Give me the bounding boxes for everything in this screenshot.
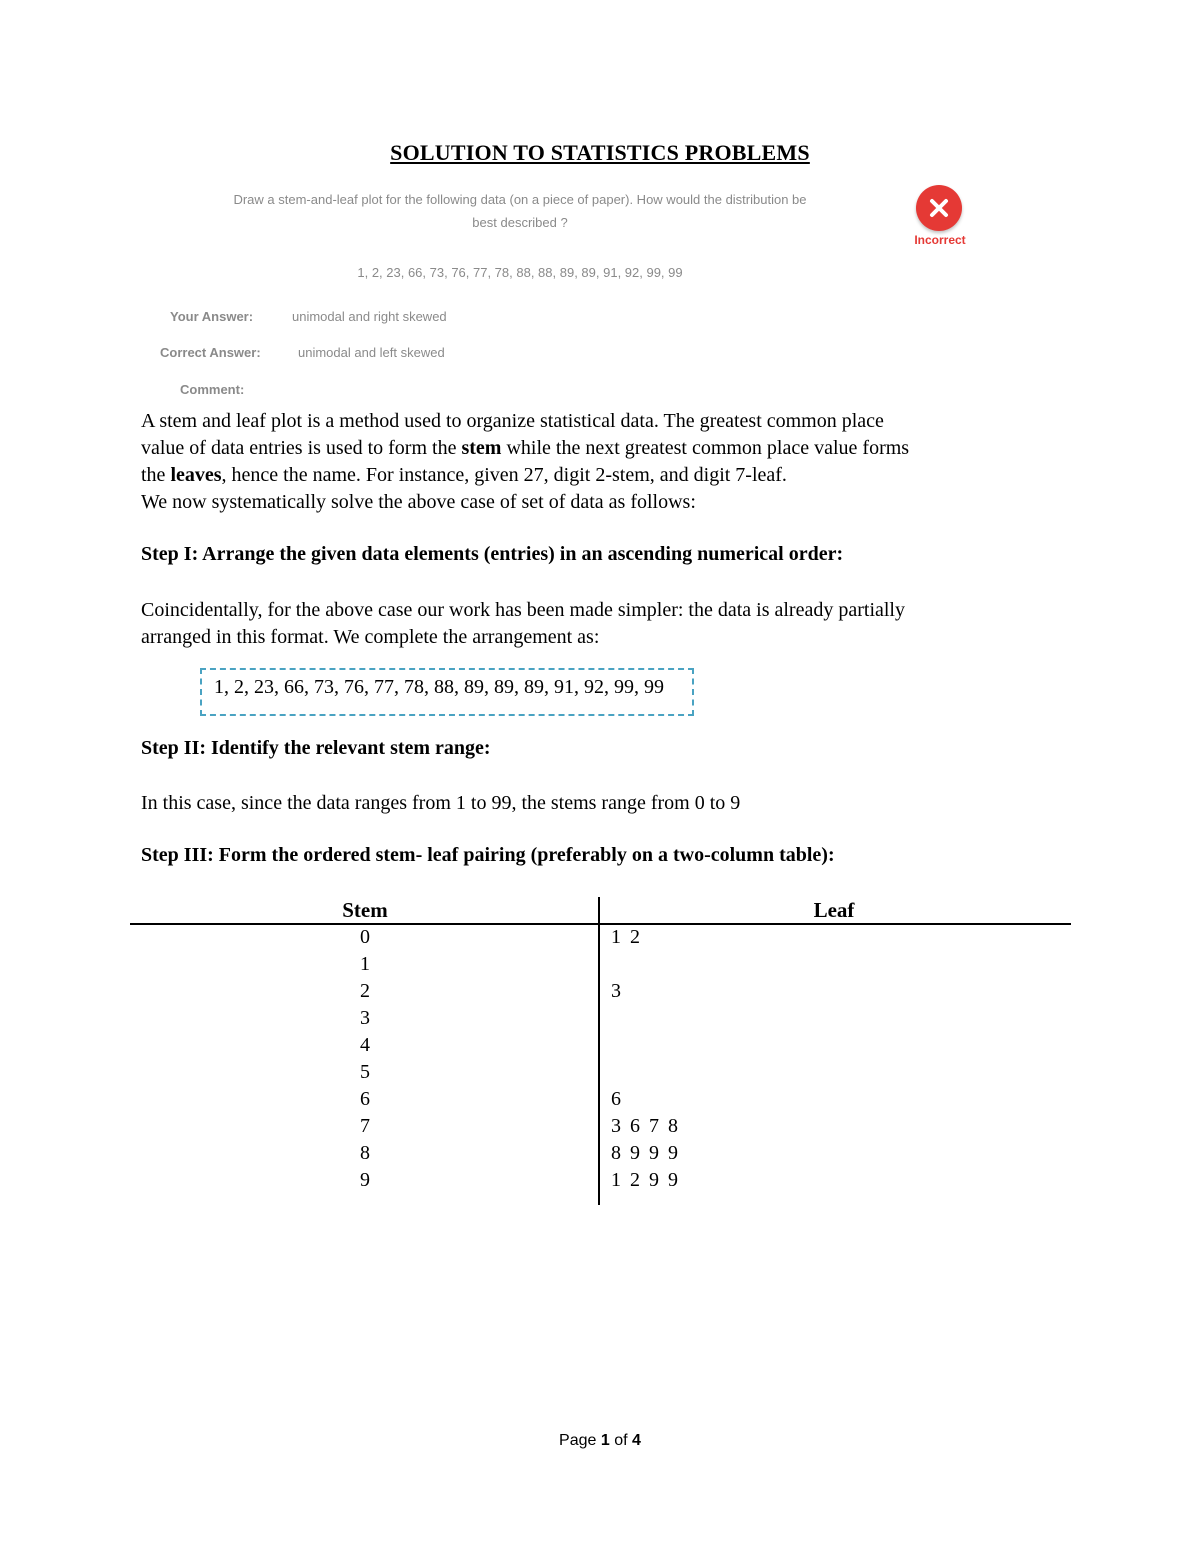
intro-line: the leaves, hence the name. For instance, given 27, digit 2-stem, and digit 7-leaf. xyxy=(141,464,787,486)
step2-heading: Step II: Identify the relevant stem range: xyxy=(141,737,491,759)
stem-cell: 2 xyxy=(360,980,370,1002)
stem-cell: 5 xyxy=(360,1061,370,1083)
question-text-line1: Draw a stem-and-leaf plot for the following data (on a piece of paper). How would the distribution be xyxy=(233,192,807,207)
step1-heading: Step I: Arrange the given data elements (entries) in an ascending numerical order: xyxy=(141,543,844,565)
step3-heading: Step III: Form the ordered stem- leaf pairing (preferably on a two-column table): xyxy=(141,844,835,866)
table-header-rule xyxy=(130,923,1071,925)
question-data: 1, 2, 23, 66, 73, 76, 77, 78, 88, 88, 89, 89, 91, 92, 99, 99 xyxy=(357,265,683,280)
correct-answer-label: Correct Answer: xyxy=(160,345,261,360)
stem-cell: 7 xyxy=(360,1115,370,1137)
correct-answer-value: unimodal and left skewed xyxy=(298,345,445,360)
stem-cell: 8 xyxy=(360,1142,370,1164)
sorted-data: 1, 2, 23, 66, 73, 76, 77, 78, 88, 89, 89, 89, 91, 92, 99, 99 xyxy=(214,676,664,698)
leaf-cell: 6 xyxy=(611,1088,623,1110)
leaf-column-header: Leaf xyxy=(813,898,855,922)
page-footer: Page 1 of 4 xyxy=(559,1432,641,1449)
leaf-cell: 8 9 9 9 xyxy=(611,1142,680,1164)
intro-line: We now systematically solve the above case of set of data as follows: xyxy=(141,491,696,513)
intro-line: value of data entries is used to form the stem while the next greatest common place value forms xyxy=(141,437,910,459)
step1-text: Coincidentally, for the above case our work has been made simpler: the data is already partially arranged in this format. We complete the arrangement as: xyxy=(141,599,905,648)
leaf-cell: 1 2 xyxy=(611,926,642,948)
stem-cell: 0 xyxy=(360,926,370,948)
leaf-cell: 1 2 9 9 xyxy=(611,1169,680,1191)
stem-cell: 3 xyxy=(360,1007,370,1029)
step2-text: In this case, since the data ranges from 1 to 99, the stems range from 0 to 9 xyxy=(141,792,741,814)
stem-column-header: Stem xyxy=(342,898,388,922)
stem-cell: 4 xyxy=(360,1034,370,1056)
leaf-cell: 3 xyxy=(611,980,623,1002)
page-title: SOLUTION TO STATISTICS PROBLEMS xyxy=(390,140,810,165)
table-divider xyxy=(598,897,600,1205)
comment-label: Comment: xyxy=(180,382,245,397)
x-icon xyxy=(929,198,949,218)
stem-cell: 1 xyxy=(360,953,370,975)
intro-paragraph xyxy=(141,408,1071,516)
leaf-cell: 3 6 7 8 xyxy=(611,1115,680,1137)
your-answer-value: unimodal and right skewed xyxy=(292,309,447,324)
intro-line: A stem and leaf plot is a method used to organize statistical data. The greatest common place xyxy=(141,410,884,432)
incorrect-badge xyxy=(916,185,962,231)
stem-cell: 6 xyxy=(360,1088,370,1110)
question-text-line2: best described ? xyxy=(472,215,568,230)
status-label: Incorrect xyxy=(914,233,966,247)
stem-cell: 9 xyxy=(360,1169,370,1191)
your-answer-label: Your Answer: xyxy=(170,309,254,324)
